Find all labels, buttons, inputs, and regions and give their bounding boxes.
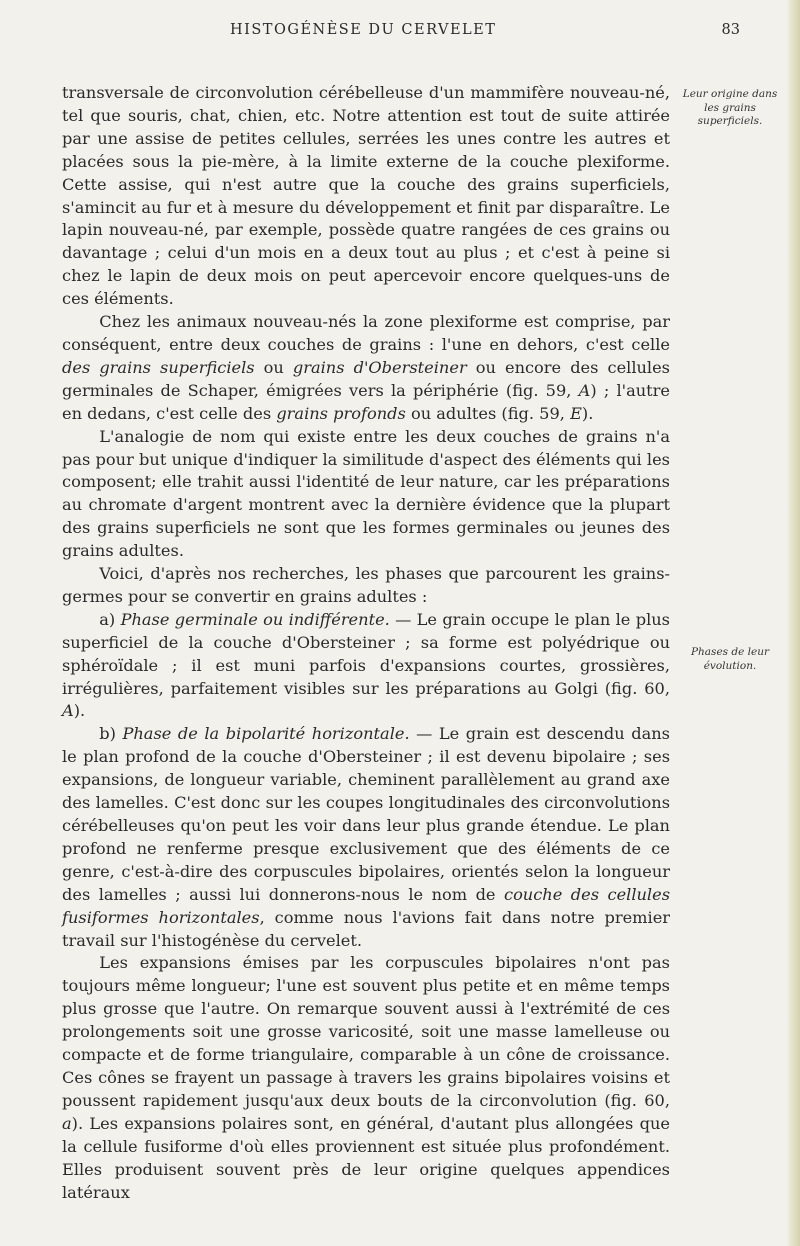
text-run: — Le grain est descendu dans le plan profond de la couche d'Obersteiner ; il est devenu bipolaire ; ses expansions, de longueur variable, cheminent parallèlement au grand axe des lamelles. C'est donc sur les coupes longitudinales des circonvolutions cérébelleuses qu'on peut les voir dans leur plus grande étendue. Le plan profond ne renferme presque exclusivement que des éléments de ce genre, c'est-à-dire des corpuscules bipolaires, orientés selon la longueur des lamelles ; aussi lui donnerons-nous le nom de [62,724,670,904]
term-deep-grains: grains profonds [276,403,406,423]
phase-title: Phase de la bipolarité horizontale. [122,724,410,744]
figure-letter: A [62,701,74,721]
running-header [60,22,740,46]
page-edge-shadow [786,0,800,1246]
margin-note-phases: Phases de leur évolution. [690,646,770,672]
running-title: HISTOGÉNÈSE DU CERVELET [230,22,497,38]
text-run: ) ; l'autre en dedans, c'est celle des [62,380,670,423]
text-run: ou encore des cellules germinales de Schaper, émigrées vers la périphérie (fig. 59, [62,357,670,400]
margin-note-origin: Leur origine dans les grains superficiels. [682,88,778,127]
text-run: Les expansions émises par les corpuscules bipolaires n'ont pas toujours même longueur; l'une est souvent plus petite et en même temps plus grosse que l'autre. On remarque souvent aussi à l'extrémité de ces prolongements soit une grosse varicosité, soit une masse lamelleuse ou compacte et de forme triangulaire, comparable à un cône de croissance. Ces cônes se frayent un passage à travers les grains bipolaires voisins et poussent rapidement jusqu'aux deux bouts de la circonvolution (fig. 60, [62,953,670,1110]
term-horizontal-fusiform: couche des cellules fusiformes horizontales [62,884,670,927]
phase-title: Phase germinale ou indifférente. [120,609,390,629]
text-run: , comme nous l'avions fait dans notre premier travail sur l'histogénèse du cervelet. [62,907,671,950]
list-label: a) [99,609,121,629]
text-run: ou [254,357,293,377]
list-label: b) [99,724,123,744]
paragraph-1: transversale de circonvolution cérébelleuse d'un mammifère nouveau-né, tel que souris, chat, chien, etc. Notre attention est tout de suite attirée par une assise de petites cellules, serrées les unes contre les autres et placées sous la pie-mère, à la limite externe de la couche plexiforme. Cette assise, qui n'est autre que la couche des grains superficiels, s'amincit au fur et à mesure du développement et finit par disparaître. Le lapin nouveau-né, par exemple, possède quatre rangées de ces grains ou davantage ; celui d'un mois en a deux tout au plus ; et c'est à peine si chez le lapin de deux mois on peut apercevoir encore quelques-uns de ces éléments. [62,83,670,309]
text-run: ). [581,403,594,423]
figure-letter: E [570,403,582,423]
paragraph-7 [62,952,670,1204]
text-run: ). [73,701,86,721]
text-run: — Le grain occupe le plan le plus superficiel de la couche d'Obersteiner ; sa forme est polyédrique ou sphéroïdale ; il est muni parfois d'expansions courtes, grossières, irrégulières, parfaitement visibles sur les préparations au Golgi (fig. 60, [62,609,670,698]
figure-letter: A [578,380,591,400]
paragraph-phase-b [62,723,670,952]
page-number: 83 [721,22,740,38]
term-obersteiner-grains: grains d'Obersteiner [292,357,467,377]
text-run: ). Les expansions polaires sont, en général, d'autant plus allongées que la cellule fusiforme d'où elles proviennent est située plus profondément. Elles produisent souvent près de leur origine quelques appendices latéraux [62,1113,670,1202]
paragraph-2 [62,311,670,426]
paragraph-phase-a [62,609,670,724]
body-text [62,82,670,1204]
term-superficial-grains: des grains superficiels [62,357,255,377]
paragraph-3: L'analogie de nom qui existe entre les deux couches de grains n'a pas pour but unique d'indiquer la similitude d'aspect des éléments qui les composent; elle trahit aussi l'identité de leur nature, car les préparations au chromate d'argent montrent avec la dernière évidence que la plupart des grains superficiels ne sont que les formes germinales ou jeunes des grains adultes. [62,426,670,561]
text-run: Chez les animaux nouveau-nés la zone plexiforme est comprise, par conséquent, entre deux couches de grains : l'une en dehors, c'est celle [62,312,670,354]
figure-letter: a [62,1113,72,1133]
paragraph-4: Voici, d'après nos recherches, les phases que parcourent les grains-germes pour se convertir en grains adultes : [62,564,670,606]
text-run: ou adultes (fig. 59, [405,403,571,423]
